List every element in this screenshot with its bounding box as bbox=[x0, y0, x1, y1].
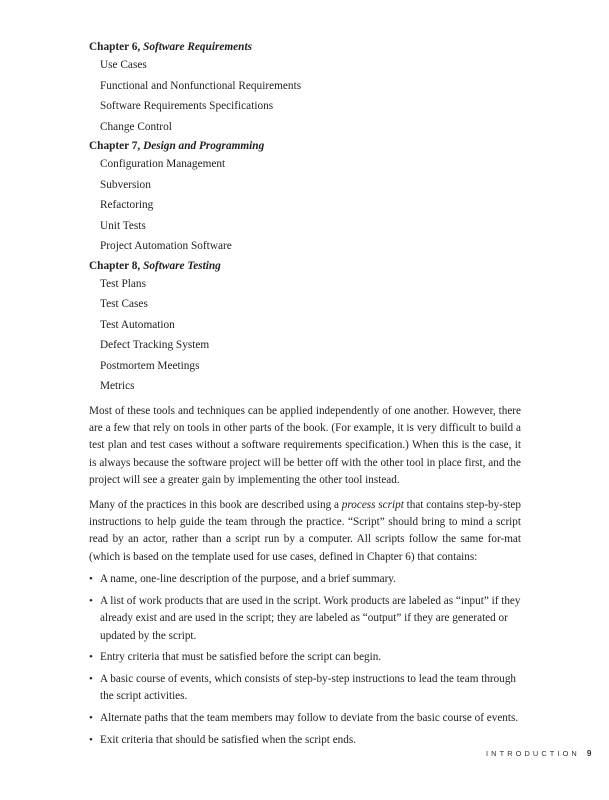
page-body bbox=[89, 40, 521, 754]
topic-item: Unit Tests bbox=[100, 219, 146, 232]
script-contents-list bbox=[89, 571, 521, 749]
chapter-label: Chapter 6, bbox=[89, 41, 141, 53]
bullet-icon: • bbox=[89, 712, 93, 725]
list-item-text: A list of work products that are used in the script. Work products are labeled as “input” if they already exist and are used in the script; they are labeled as “output” if they are generated or updated by the script. bbox=[100, 594, 521, 642]
topic-item: Postmortem Meetings bbox=[100, 359, 200, 372]
bullet-icon: • bbox=[89, 573, 93, 586]
chapter-heading bbox=[89, 259, 521, 274]
chapter-label: Chapter 8, bbox=[89, 259, 141, 272]
chapter-8 bbox=[89, 259, 521, 397]
list-item bbox=[89, 710, 521, 727]
chapter-label: Chapter 7, bbox=[89, 140, 141, 152]
topic-item: Defect Tracking System bbox=[100, 339, 210, 351]
list-item-text: A name, one-line description of the purpose, and a brief summary. bbox=[100, 573, 396, 586]
topic-item: Functional and Nonfunctional Requirements bbox=[100, 79, 302, 92]
topic-item: Use Cases bbox=[100, 59, 147, 71]
list-item bbox=[89, 732, 521, 749]
topic-item: Subversion bbox=[100, 178, 151, 191]
list-item bbox=[89, 649, 521, 666]
list-item bbox=[89, 571, 521, 588]
chapter-list bbox=[89, 40, 521, 397]
list-item bbox=[89, 593, 521, 645]
page-number: 9 bbox=[586, 749, 592, 758]
list-item-text: Alternate paths that the team members may follow to deviate from the basic course of events. bbox=[100, 712, 519, 725]
chapter-heading bbox=[89, 40, 521, 55]
topic-item: Change Control bbox=[100, 120, 172, 133]
list-item bbox=[89, 671, 521, 706]
topic-item: Test Plans bbox=[100, 277, 146, 290]
chapter-6 bbox=[89, 40, 521, 137]
paragraph-text: Many of the practices in this book are described using a bbox=[89, 498, 342, 511]
chapter-heading bbox=[89, 139, 521, 154]
list-item-text: Entry criteria that must be satisfied before the script can begin. bbox=[100, 651, 382, 664]
emphasis-term: process script bbox=[341, 498, 404, 511]
page-footer bbox=[486, 749, 591, 758]
chapter-title: Software Requirements bbox=[143, 41, 252, 53]
list-item-text: A basic course of events, which consists of step-by-step instructions to lead the team through the script activities. bbox=[100, 673, 517, 703]
running-section-title: INTRODUCTION bbox=[486, 749, 580, 758]
topic-item: Metrics bbox=[100, 380, 135, 392]
list-item-text: Exit criteria that should be satisfied when the script ends. bbox=[100, 733, 357, 746]
process-script-paragraph bbox=[89, 497, 521, 567]
bullet-icon: • bbox=[89, 594, 93, 607]
bullet-icon: • bbox=[89, 733, 93, 746]
bullet-icon: • bbox=[89, 673, 93, 686]
topic-item: Refactoring bbox=[100, 199, 154, 211]
chapter-7 bbox=[89, 139, 521, 257]
topic-item: Project Automation Software bbox=[100, 240, 232, 252]
bullet-icon: • bbox=[89, 651, 93, 664]
topic-item: Configuration Management bbox=[100, 158, 226, 170]
chapter-title: Software Testing bbox=[143, 259, 221, 272]
topic-item: Test Automation bbox=[100, 318, 175, 331]
chapter-title: Design and Programming bbox=[143, 140, 265, 152]
topic-item: Test Cases bbox=[100, 298, 148, 310]
paragraph-text: that contains step-by-step instructions to help guide the team through the practice. “Script” should bring to mind a script read by an actor, rather than a script run by a computer. All scripts follow the same for-mat (which is based on the template used for use cases, defined in Chapter 6) that contains: bbox=[89, 498, 521, 563]
body-paragraph: Most of these tools and techniques can be applied independently of one another. However, there are a few that rely on tools in other parts of the book. (For example, it is very difficult to build a test plan and test cases without a software requirements specification.) When this is the case, it is always because the software project will be better off with the other tool in place first, and the project will see a greater gain by implementing the other tool instead. bbox=[89, 404, 521, 487]
topic-item: Software Requirements Specifications bbox=[100, 100, 274, 112]
